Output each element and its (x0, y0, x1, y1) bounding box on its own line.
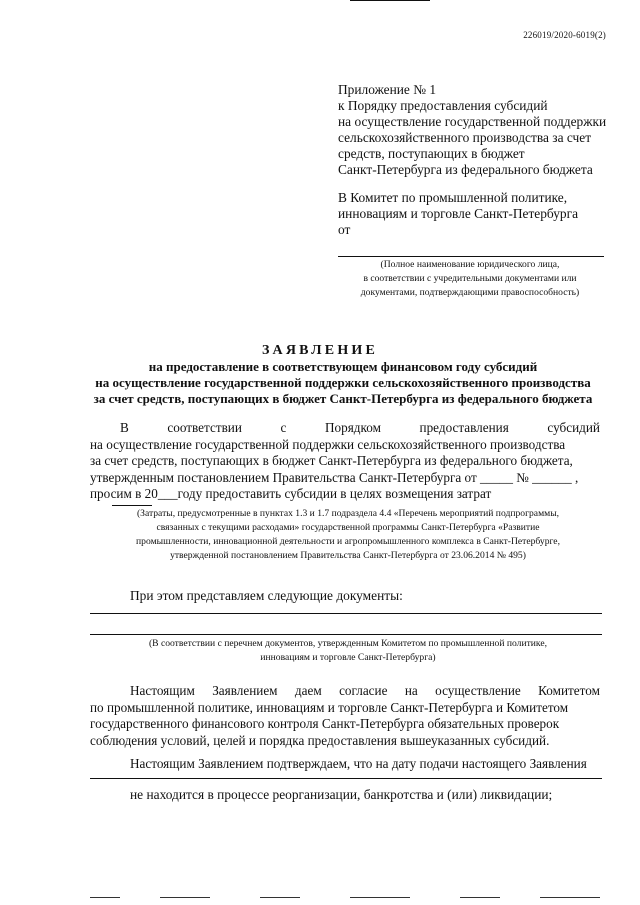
bottom-scan-marks (90, 897, 610, 899)
appendix-line: средств, поступающих в бюджет (338, 146, 525, 161)
costs-field-line[interactable] (112, 505, 152, 506)
subtitle-line: за счет средств, поступающих в бюджет Санкт-Петербурга из федерального бюджета (93, 391, 593, 406)
word: предоставления (419, 420, 509, 435)
paragraph-row (90, 420, 600, 437)
addressee-line: инновациям и торговле Санкт-Петербурга (338, 206, 579, 221)
scan-mark (160, 897, 210, 898)
appendix-line: на осуществление государственной поддержки (338, 114, 607, 129)
applicant-field-line[interactable] (90, 778, 602, 779)
word: на (404, 683, 418, 698)
statement-title: ЗАЯВЛЕНИЕ (261, 343, 379, 358)
appendix-line: Приложение № 1 (338, 82, 437, 97)
word: даем (294, 683, 322, 698)
hint-line: (Полное наименование юридического лица, (380, 259, 560, 270)
scan-mark (350, 897, 410, 898)
applicant-name-field-line[interactable] (338, 256, 604, 257)
hint-line: (В соответствии с перечнем документов, утвержденным Комитетом по промышленной политике, (148, 638, 548, 649)
word: осуществление (435, 683, 521, 698)
hint-line: документами, подтверждающими правоспособность) (360, 287, 580, 298)
costs-hint (88, 507, 608, 563)
appendix-line: сельскохозяйственного производства за счет (338, 130, 592, 145)
hint-line: связанных с текущими расходами» государственной программы Санкт-Петербурга «Развитие (156, 522, 540, 533)
subtitle-line: на осуществление государственной поддержки сельскохозяйственного производства (95, 375, 591, 390)
paragraph-row: за счет средств, поступающих в бюджет Санкт-Петербурга из федерального бюджета, (90, 453, 573, 468)
confirmation-text: Настоящим Заявлением подтверждаем, что на дату подачи настоящего Заявления (130, 756, 587, 771)
hint-line: (Затраты, предусмотренные в пунктах 1.3 и 1.7 подраздела 4.4 «Перечень мероприятий подпрограммы, (136, 508, 560, 519)
addressee-block (338, 190, 578, 238)
addressee-from-label: от (338, 222, 351, 237)
word: субсидий (547, 420, 600, 435)
word: В (120, 420, 129, 435)
paragraph-row: соблюдения условий, целей и порядка предоставления вышеуказанных субсидий. (90, 732, 550, 748)
hint-line: промышленности, инновационной деятельности и агропромышленного комплекса в Санкт-Петербурге, (136, 536, 560, 547)
hint-line: утвержденной постановлением Правительства Санкт-Петербурга от 23.06.2014 № 495) (170, 550, 526, 561)
documents-field-line[interactable] (90, 613, 602, 614)
confirmation-paragraph (90, 756, 600, 773)
word: Комитетом (538, 683, 600, 698)
scan-mark (460, 897, 500, 898)
paragraph-row (90, 683, 600, 700)
appendix-line: Санкт-Петербурга из федерального бюджета (338, 162, 593, 177)
word: Порядком (325, 420, 381, 435)
appendix-line: к Порядку предоставления субсидий (338, 98, 548, 113)
paragraph-row: по промышленной политике, инновациям и торговле Санкт-Петербурга и Комитетом (90, 699, 569, 715)
consent-paragraph (90, 683, 600, 749)
paragraph-row[interactable]: просим в 20___году предоставить субсидии в целях возмещения затрат (90, 486, 492, 501)
word: согласие (339, 683, 388, 698)
applicant-name-hint (330, 258, 610, 300)
documents-field-line[interactable] (90, 634, 602, 635)
paragraph-row: на осуществление государственной поддержки сельскохозяйственного производства (90, 436, 566, 452)
appendix-block (338, 82, 606, 178)
scan-mark (260, 897, 300, 898)
hint-line: в соответствии с учредительными документами или (363, 273, 577, 284)
word: Настоящим (130, 683, 195, 698)
addressee-line: В Комитет по промышленной политике, (338, 190, 568, 205)
scan-mark (90, 897, 120, 898)
scan-mark (540, 897, 600, 898)
paragraph-row[interactable]: утвержденным постановлением Правительства Санкт-Петербурга от _____ № ______ , (90, 469, 579, 485)
confirmation-item: не находится в процессе реорганизации, банкротства и (или) ликвидации; (130, 787, 553, 802)
paragraph-row (90, 756, 600, 773)
top-edge-rule (350, 0, 430, 1)
request-paragraph (90, 420, 600, 503)
documents-label: При этом представляем следующие документы: (130, 588, 403, 603)
document-number: 226019/2020-6019(2) (523, 30, 606, 40)
word: с (280, 420, 287, 435)
subtitle-line: на предоставление в соответствующем финансовом году субсидий (148, 359, 538, 374)
word: Заявлением (212, 683, 278, 698)
statement-subtitle (80, 359, 606, 407)
documents-hint (88, 637, 608, 665)
paragraph-row: государственного финансового контроля Санкт-Петербурга обязательных проверок (90, 716, 560, 731)
word: соответствии (167, 420, 242, 435)
hint-line: инновациям и торговле Санкт-Петербурга) (260, 652, 436, 663)
